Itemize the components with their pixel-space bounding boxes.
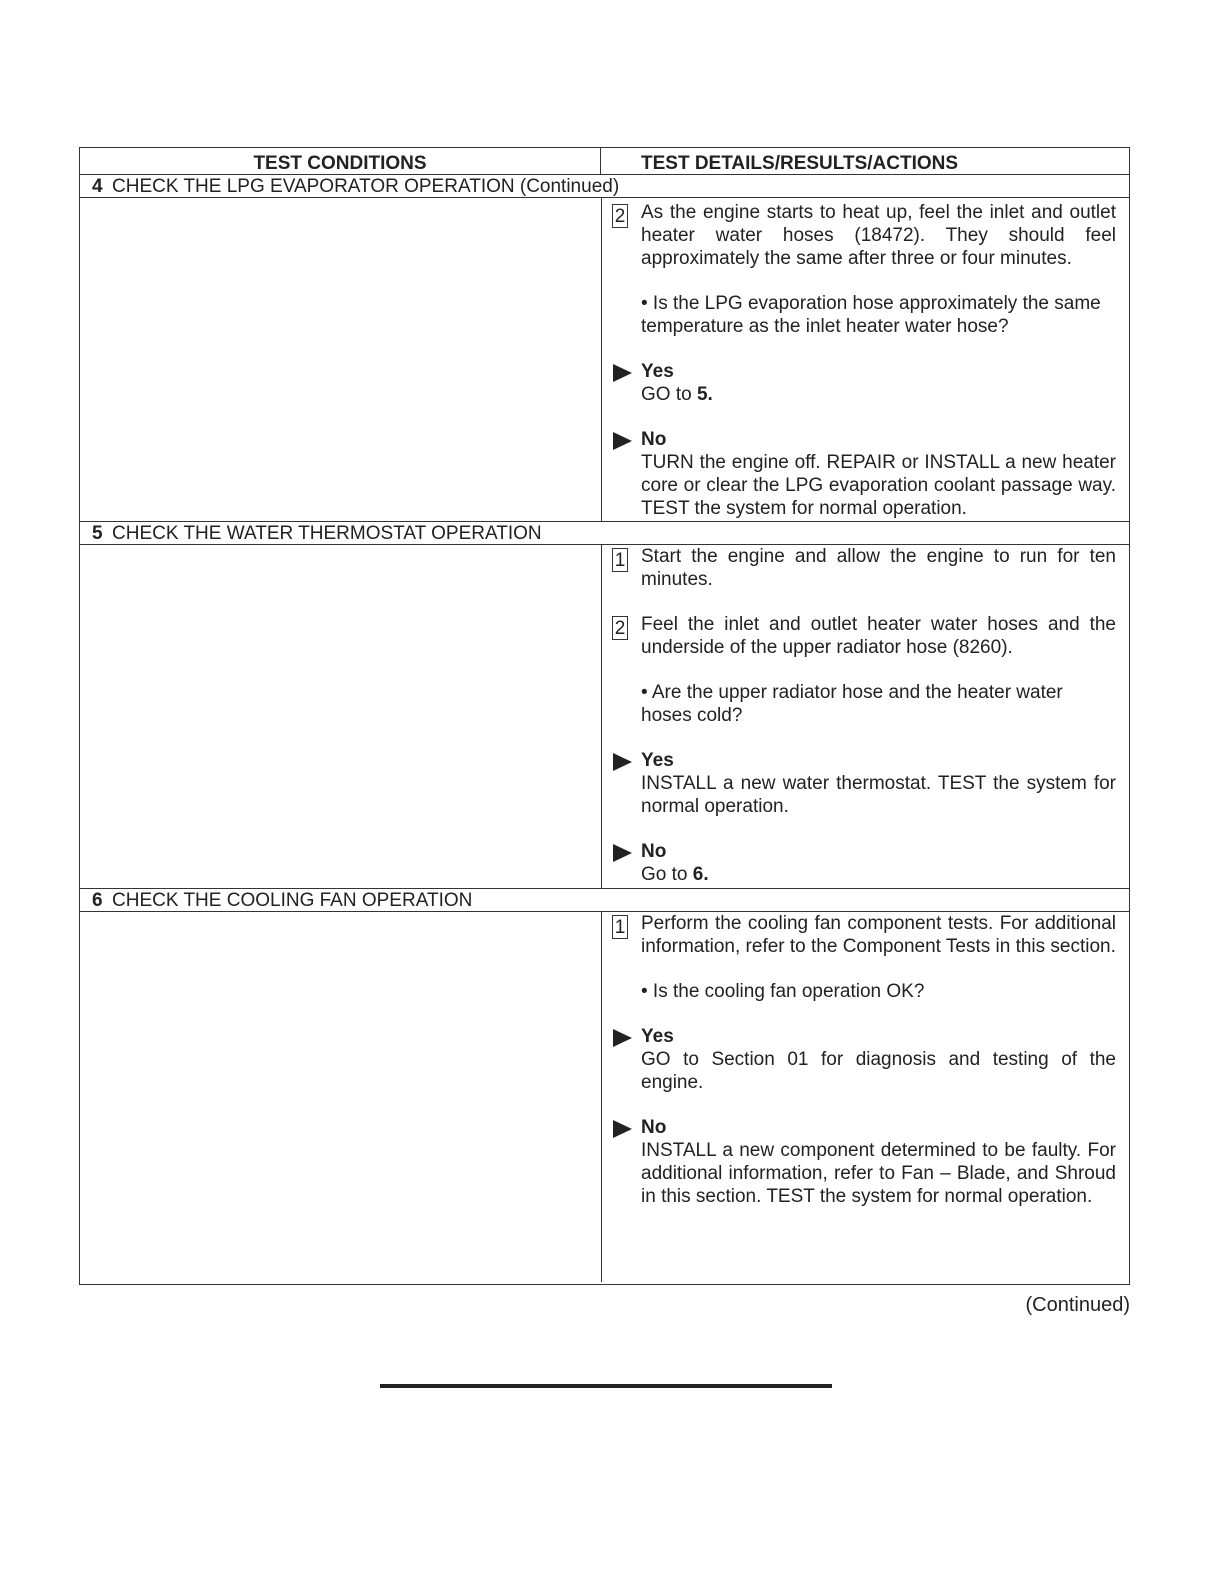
section-4-details: [614, 201, 1116, 520]
no-label: No: [641, 841, 667, 862]
goto-step-ref: 5.: [696, 384, 713, 405]
header-test-conditions: TEST CONDITIONS: [253, 153, 427, 174]
no-label: No: [641, 1117, 667, 1138]
section-5-body: [80, 545, 1129, 889]
yes-action: GO to 5.: [641, 384, 713, 405]
no-branch: [641, 840, 1116, 886]
step-number-box: 2: [612, 616, 628, 640]
yes-branch: [641, 1025, 1116, 1094]
step-number-box: 1: [612, 548, 628, 572]
yes-label: Yes: [641, 750, 674, 771]
section-title: CHECK THE WATER THERMOSTAT OPERATION: [112, 523, 542, 544]
step-item: [614, 912, 1116, 1003]
step-number-box: 2: [612, 204, 628, 228]
section-5-heading: [80, 522, 1129, 545]
yes-branch: [641, 749, 1116, 818]
diagnostic-table: [79, 147, 1130, 1285]
no-branch: [641, 1116, 1116, 1208]
arrow-right-icon: [613, 753, 632, 771]
step-item: [614, 613, 1116, 727]
section-title: CHECK THE LPG EVAPORATOR OPERATION (Continued): [112, 176, 620, 197]
no-label: No: [641, 429, 667, 450]
yes-branch: [641, 360, 1116, 406]
yes-label: Yes: [641, 361, 674, 382]
continued-note: (Continued): [1025, 1294, 1130, 1316]
step-text: Start the engine and allow the engine to run for ten minutes.: [641, 546, 1116, 590]
section-6-details: [614, 912, 1116, 1208]
section-number: 5: [92, 523, 103, 544]
section-number: 6: [92, 890, 103, 911]
section-number: 4: [92, 176, 103, 197]
section-5-details: [614, 545, 1116, 886]
goto-step-ref: 6.: [692, 864, 709, 885]
step-question: • Is the LPG evaporation hose approximately the same temperature as the inlet heater water hose?: [641, 293, 1101, 337]
step-question: • Are the upper radiator hose and the heater water hoses cold?: [641, 682, 1063, 726]
section-6-heading: [80, 889, 1129, 912]
arrow-right-icon: [613, 844, 632, 862]
section-4-body: [80, 198, 1129, 522]
step-number-box: 1: [612, 915, 628, 939]
step-text: Feel the inlet and outlet heater water hoses and the underside of the upper radiator hose (8260).: [641, 614, 1116, 658]
yes-action: GO to Section 01 for diagnosis and testing of the engine.: [641, 1049, 1116, 1093]
section-4-heading: [80, 175, 1129, 198]
section-title: CHECK THE COOLING FAN OPERATION: [112, 890, 473, 911]
footer-rule: [380, 1384, 832, 1388]
table-header: [80, 148, 1129, 175]
section-6-body: [80, 912, 1129, 1284]
arrow-right-icon: [613, 1120, 632, 1138]
arrow-right-icon: [613, 364, 632, 382]
step-item: [614, 201, 1116, 338]
no-branch: [641, 428, 1116, 520]
yes-label: Yes: [641, 1026, 674, 1047]
step-item: [614, 545, 1116, 591]
step-question: • Is the cooling fan operation OK?: [641, 981, 925, 1002]
no-action: TURN the engine off. REPAIR or INSTALL a new heater core or clear the LPG evaporation coolant passage way. TEST the system for normal operation.: [641, 452, 1116, 519]
step-text: Perform the cooling fan component tests. For additional information, refer to the Component Tests in this section.: [641, 913, 1116, 957]
no-action: INSTALL a new component determined to be faulty. For additional information, refer to Fan – Blade, and Shroud in this section. TEST the system for normal operation.: [641, 1140, 1116, 1207]
arrow-right-icon: [613, 1029, 632, 1047]
no-action: Go to 6.: [641, 864, 709, 885]
arrow-right-icon: [613, 432, 632, 450]
step-text: As the engine starts to heat up, feel the inlet and outlet heater water hoses (18472). They should feel approximately the same after three or four minutes.: [641, 202, 1116, 269]
yes-action: INSTALL a new water thermostat. TEST the system for normal operation.: [641, 773, 1116, 817]
header-test-details: TEST DETAILS/RESULTS/ACTIONS: [641, 153, 959, 174]
